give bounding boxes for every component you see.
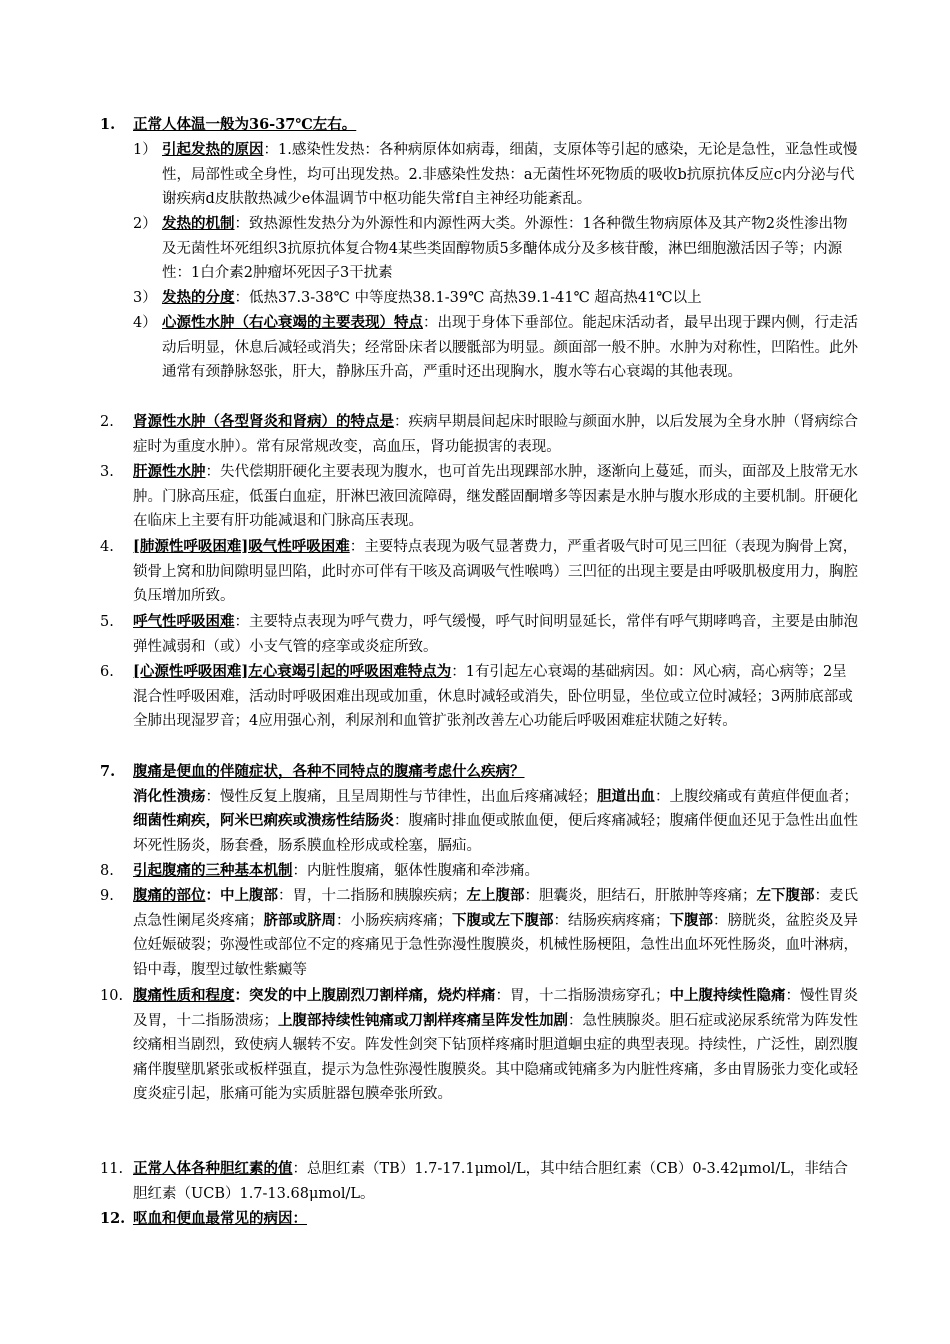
list-item — [100, 884, 860, 982]
sub-item — [133, 286, 860, 311]
item-title: 腹痛是便血的伴随症状，各种不同特点的腹痛考虑什么疾病？ — [133, 763, 525, 780]
item-term: 中上腹持续性隐痛 — [669, 987, 786, 1004]
item-number: 5. — [100, 614, 114, 630]
sub-number: 3） — [133, 290, 157, 306]
sub-item — [133, 138, 860, 212]
item-body: ：腹痛时排血便或脓血便，便后疼痛减轻；腹痛伴便血还见于急性出血性坏死性肠炎，肠套叠，肠系膜血栓形成或栓塞，膈疝。 — [133, 813, 858, 854]
item-body: ：急性胰腺炎。胆石症或泌尿系统常为阵发性绞痛相当剧烈，致使病人辗转不安。阵发性剑突下钻顶样疼痛时胆道蛔虫症的典型表现。持续性，广泛性，剧烈腹痛伴腹壁肌紧张或板样强直，提示为急性弥漫性腹膜炎。其中隐痛或钝痛多为内脏性疼痛，多由胃肠张力变化或轻度炎症引起，胀痛可能为实质脏器包膜牵张所致。 — [133, 1012, 858, 1103]
sub-body: ：1.感染性发热：各种病原体如病毒，细菌，支原体等引起的感染，无论是急性，亚急性或慢性，局部性或全身性，均可出现发热。2.非感染性发热：a无菌性坏死物质的吸收b抗原抗体反应c内分泌与代谢疾病d皮肤散热减少e体温调节中枢功能失常f自主神经功能紊乱。 — [162, 142, 858, 208]
item-term: ：突发的中上腹剧烈刀割样痛，烧灼样痛 — [234, 987, 496, 1004]
item-title: [肺源性呼吸困难]吸气性呼吸困难 — [133, 538, 350, 555]
item-body: ：主要特点表现为呼气费力，呼气缓慢，呼气时间明显延长，常伴有呼气期哮鸣音，主要是由肺泡弹性减弱和（或）小支气管的痉挛或炎症所致。 — [133, 614, 858, 655]
item-title: 腹痛的部位 — [133, 887, 206, 904]
sub-title: 发热的分度 — [162, 289, 235, 306]
item-term: 胆道出血 — [597, 787, 655, 805]
item-body: ：总胆红素（TB）1.7-17.1μmol/L，其中结合胆红素（CB）0-3.42μmol/L，非结合胆红素（UCB）1.7-13.68μmol/L。 — [133, 1161, 848, 1202]
sub-body: ：出现于身体下垂部位。能起床活动者，最早出现于踝内侧，行走活动后明显，休息后减轻或消失；经常卧床者以腰骶部为明显。颜面部一般不肿。水肿为对称性，凹陷性。此外通常有颈静脉怒张，肝大，静脉压升高，严重时还出现胸水，腹水等右心衰竭的其他表现。 — [162, 315, 858, 381]
item-title: 呼气性呼吸困难 — [133, 613, 235, 630]
list-item — [100, 460, 860, 534]
item-title: 腹痛性质和程度 — [133, 987, 235, 1004]
item-body: ：疾病早期晨间起床时眼睑与颜面水肿，以后发展为全身水肿（肾病综合症时为重度水肿）。常有尿常规改变，高血压，肾功能损害的表现。 — [133, 414, 858, 455]
item-body: ：麦氏点急性阑尾炎疼痛； — [133, 888, 858, 929]
list-item — [100, 535, 860, 609]
sub-item — [133, 212, 860, 286]
sub-title: 心源性水肿（右心衰竭的主要表现）特点 — [162, 314, 423, 331]
item-title: 肾源性水肿（各型肾炎和肾病）的特点是 — [133, 413, 394, 430]
item-body: ：膀胱炎，盆腔炎及异位妊娠破裂；弥漫性或部位不定的疼痛见于急性弥漫性腹膜炎，机械性肠梗阻，急性出血坏死性肠炎，血叶淋病，铅中毒，腹型过敏性紫癜等 — [133, 912, 858, 978]
list-item — [100, 984, 860, 1107]
item-term: 下腹或左下腹部 — [452, 911, 554, 929]
item-number: 9. — [100, 888, 114, 904]
list-item — [100, 410, 860, 459]
sub-item — [133, 311, 860, 385]
list-item — [100, 760, 860, 858]
item-body: ：小肠疾病疼痛； — [336, 912, 452, 929]
item-number: 12. — [100, 1210, 126, 1227]
item-number: 6. — [100, 664, 114, 680]
sub-body: ：致热源性发热分为外源性和内源性两大类。外源性：1各种微生物病原体及其产物2炎性渗出物及无菌性坏死组织3抗原抗体复合物4某些类固醇物质5多醣体成分及多核苷酸，淋巴细胞激活因子等；内源性：1白介素2肿瘤坏死因子3干扰素 — [162, 216, 848, 282]
item-term: 左下腹部 — [756, 887, 815, 904]
item-title: 正常人体温一般为36-37℃左右。 — [133, 116, 357, 133]
item-term: 消化性溃疡 — [133, 787, 206, 805]
item-body: ：上腹绞痛或有黄疸伴便血者； — [655, 788, 858, 805]
item-body: ：主要特点表现为吸气显著费力，严重者吸气时可见三凹征（表现为胸骨上窝，锁骨上窝和肋间隙明显凹陷，此时亦可伴有干咳及高调吸气性喉鸣）三凹征的出现主要是由呼吸肌极度用力，胸腔负压增加所致。 — [133, 539, 858, 605]
item-title: 呕血和便血最常见的病因： — [133, 1210, 307, 1227]
item-body: ：慢性反复上腹痛，且呈周期性与节律性，出血后疼痛减轻； — [205, 788, 597, 805]
item-number: 1. — [100, 116, 116, 133]
item-term: 细菌性痢疾，阿米巴痢疾或溃疡性结肠炎 — [133, 812, 394, 830]
item-number: 7. — [100, 763, 116, 780]
item-number: 3. — [100, 464, 114, 480]
item-body: ：胃，十二指肠溃疡穿孔； — [495, 988, 670, 1004]
item-title: [心源性呼吸困难]左心衰竭引起的呼吸困难特点为 — [133, 663, 452, 680]
list-item — [100, 113, 860, 138]
sub-number: 4） — [133, 315, 157, 331]
sub-number: 1） — [133, 142, 157, 158]
item-body: ：慢性胃炎及胃，十二指肠溃疡； — [133, 988, 858, 1029]
item-body: ：1有引起左心衰竭的基础病因。如：风心病，高心病等；2呈混合性呼吸困难，活动时呼吸困难出现或加重，休息时减轻或消失，卧位明显，坐位或立位时减轻；3两肺底部或全肺出现湿罗音；4应用强心剂，利尿剂和血管扩张剂改善左心功能后呼吸困难症状随之好转。 — [133, 664, 853, 730]
item-number: 2. — [100, 414, 114, 430]
item-term: 脐部或脐周 — [263, 911, 336, 929]
list-item — [100, 660, 860, 734]
list-item — [100, 1207, 860, 1232]
sub-body: ：低热37.3-38℃ 中等度热38.1-39℃ 高热39.1-41℃ 超高热41℃以上 — [234, 290, 702, 306]
item-term: ：中上腹部 — [205, 887, 278, 904]
item-body: ：内脏性腹痛，躯体性腹痛和牵涉痛。 — [292, 863, 539, 879]
item-title: 肝源性水肿 — [133, 463, 206, 480]
item-body: ：胆囊炎，胆结石，肝脓肿等疼痛； — [524, 888, 757, 904]
item-body: ：胃，十二指肠和胰腺疾病； — [278, 888, 467, 904]
item-term: 下腹部 — [669, 911, 713, 929]
item-body: ：结肠疾病疼痛； — [553, 912, 670, 929]
item-term: 左上腹部 — [466, 887, 525, 904]
item-title: 正常人体各种胆红素的值 — [133, 1160, 293, 1177]
sub-title: 引起发热的原因 — [162, 141, 264, 158]
item-number: 8. — [100, 863, 114, 879]
item-body: ：失代偿期肝硬化主要表现为腹水，也可首先出现踝部水肿，逐渐向上蔓延，而头，面部及上肢常无水肿。门脉高压症，低蛋白血症，肝淋巴液回流障碍，继发醛固酮增多等因素是水肿与腹水形成的主要机制。肝硬化在临床上主要有肝功能减退和门脉高压表现。 — [133, 464, 858, 530]
list-item — [100, 1157, 860, 1206]
item-term: 上腹部持续性钝痛或刀割样疼痛呈阵发性加剧 — [278, 1011, 568, 1029]
item-title: 引起腹痛的三种基本机制 — [133, 862, 293, 879]
sub-title: 发热的机制 — [162, 215, 235, 232]
list-item — [100, 859, 860, 884]
item-number: 11. — [100, 1161, 124, 1177]
item-number: 4. — [100, 539, 114, 555]
list-item — [100, 610, 860, 659]
item-number: 10. — [100, 988, 124, 1004]
sub-number: 2） — [133, 216, 157, 232]
